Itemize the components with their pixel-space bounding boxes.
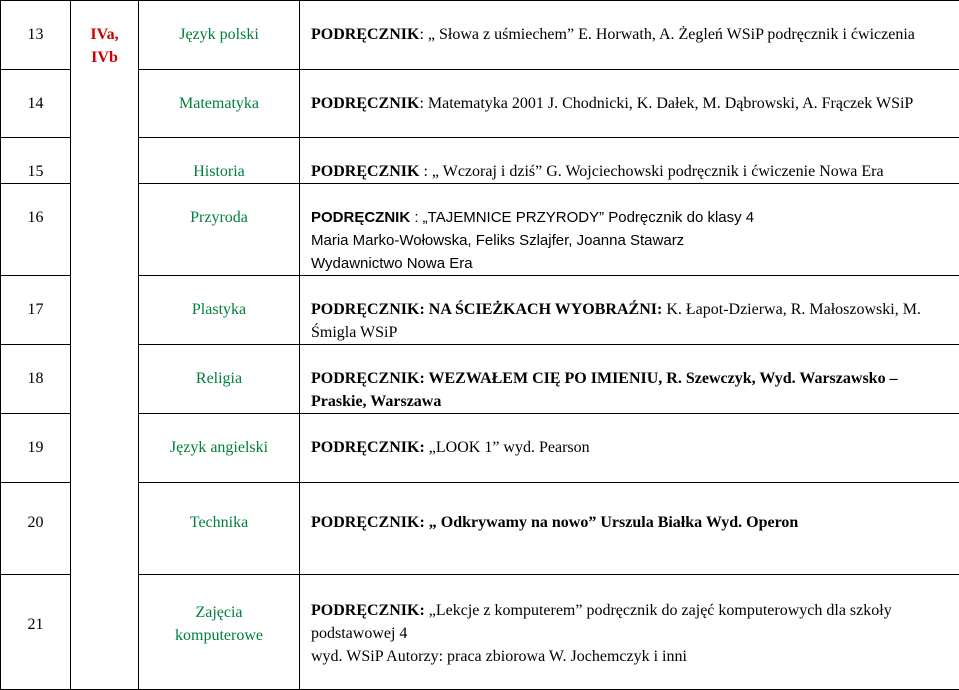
subject-cell: Plastyka (139, 276, 300, 345)
textbook-details: : „ Słowa z uśmiechem” E. Horwath, A. Żegleń WSiP podręcznik i ćwiczenia (419, 26, 914, 43)
textbook-label: PODRĘCZNIK: (311, 439, 425, 456)
table-row (1, 276, 959, 345)
table-row (1, 345, 959, 414)
textbook-authors: wyd. WSiP Autorzy: praca zbiorowa W. Jochemczyk i inni (311, 645, 945, 668)
subject-cell: Matematyka (139, 70, 300, 138)
row-number: 15 (1, 138, 71, 184)
textbook-details: : „TAJEMNICE PRZYRODY” Podręcznik do klasy 4 (410, 209, 754, 226)
subject-cell (139, 575, 300, 690)
textbook-label: PODRĘCZNIK (311, 209, 410, 226)
table-row (1, 184, 959, 276)
subject-cell: Religia (139, 345, 300, 414)
textbook-cell (300, 184, 959, 276)
row-number: 17 (1, 276, 71, 345)
subject-cell: Przyroda (139, 184, 300, 276)
textbook-cell (300, 414, 959, 483)
class-label-line: IVb (71, 46, 138, 69)
textbook-cell (300, 483, 959, 575)
row-number: 19 (1, 414, 71, 483)
textbook-details: PODRĘCZNIK: WEZWAŁEM CIĘ PO IMIENIU, R. Szewczyk, Wyd. Warszawsko – Praskie, Warszawa (311, 370, 898, 410)
textbook-cell (300, 138, 959, 184)
textbook-details: „Lekcje z komputerem” podręcznik do zajęć komputerowych dla szkoły podstawowej 4 (311, 602, 892, 642)
textbook-cell (300, 575, 959, 690)
textbook-publisher: Wydawnictwo Nowa Era (311, 252, 945, 275)
textbook-cell (300, 345, 959, 414)
textbook-cell (300, 276, 959, 345)
textbook-label: PODRĘCZNIK (311, 26, 419, 43)
row-number: 16 (1, 184, 71, 276)
row-number: 14 (1, 70, 71, 138)
textbook-cell (300, 1, 959, 70)
textbook-label: PODRĘCZNIK: (311, 602, 425, 619)
class-label-line: IVa, (71, 23, 138, 46)
textbook-label: PODRĘCZNIK (311, 95, 419, 112)
textbook-details: PODRĘCZNIK: „ Odkrywamy na nowo” Urszula Białka Wyd. Operon (311, 514, 798, 531)
subject-cell: Język polski (139, 1, 300, 70)
subject-cell: Historia (139, 138, 300, 184)
subject-line: Zajęcia (139, 601, 299, 624)
table-row (1, 1, 959, 70)
row-number: 13 (1, 1, 71, 70)
textbook-details: „LOOK 1” wyd. Pearson (425, 439, 590, 456)
textbook-label: PODRĘCZNIK: NA ŚCIEŻKACH WYOBRAŹNI: (311, 301, 662, 318)
textbook-cell (300, 70, 959, 138)
subject-line: komputerowe (139, 624, 299, 647)
subject-cell: Język angielski (139, 414, 300, 483)
table-row (1, 70, 959, 138)
row-number: 20 (1, 483, 71, 575)
table-row (1, 414, 959, 483)
class-cell (71, 1, 139, 690)
textbook-authors: Maria Marko-Wołowska, Feliks Szlajfer, Joanna Stawarz (311, 229, 945, 252)
row-number: 21 (1, 575, 71, 690)
textbook-details: : Matematyka 2001 J. Chodnicki, K. Dałek, M. Dąbrowski, A. Frączek WSiP (419, 95, 913, 112)
textbook-label: PODRĘCZNIK (311, 163, 419, 180)
textbook-details: K. Łapot-Dzierwa, R. Małoszowski, M. Śmigla WSiP (311, 301, 921, 341)
textbook-details: : „ Wczoraj i dziś” G. Wojciechowski podręcznik i ćwiczenie Nowa Era (419, 163, 883, 180)
table-row (1, 138, 959, 184)
table-row (1, 483, 959, 575)
subject-cell: Technika (139, 483, 300, 575)
row-number: 18 (1, 345, 71, 414)
table-row (1, 575, 959, 690)
